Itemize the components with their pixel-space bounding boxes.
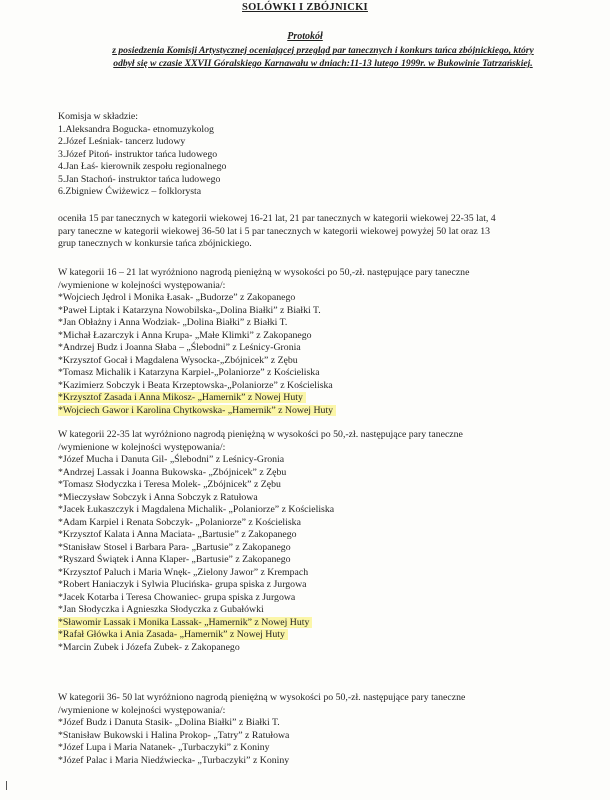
award-entry: [58, 355, 598, 368]
award-entry: [58, 717, 598, 730]
category-intro-line: /wymienione w kolejności występowania/:: [58, 279, 226, 291]
award-entry: [58, 579, 598, 592]
category-intro-line: W kategorii 16 – 21 lat wyróżniono nagrodą pieniężną w wysokości po 50,-zł. następujące pary taneczne: [58, 267, 470, 278]
award-entry: [58, 467, 598, 480]
commission-member: 3.Józef Pitoń- instruktor tańca ludowego: [58, 148, 218, 160]
award-entry-text: *Józef Lupa i Maria Natanek- „Turbaczyki” z Koniny: [58, 742, 270, 753]
award-entry-text: *Ryszard Świątek i Anna Klaper- „Bartusie” z Zakopanego: [58, 554, 291, 565]
award-entry-text: *Wojciech Gawor i Karolina Chytkowska- „Hamernik” z Nowej Huty: [58, 405, 336, 416]
award-entry: [58, 742, 598, 755]
commission-heading: Komisja w składzie:: [58, 111, 138, 122]
award-entry: [58, 342, 598, 355]
award-entry: [58, 405, 598, 418]
award-entry-text: *Krzysztof Kalata i Anna Maciata- „Bartusie” z Zakopanego: [58, 529, 297, 540]
award-entry-text: *Józef Mucha i Danuta Gil- „Ślebodni” z Leśnicy-Gronia: [58, 454, 285, 465]
award-entry: [58, 454, 598, 467]
award-entry-text: *Józef Budz i Danuta Stasik- „Dolina Białki” z Białki T.: [58, 717, 280, 728]
award-entry-text: *Paweł Liptak i Katarzyna Nowobilska-„Dolina Białki” z Białki T.: [58, 304, 321, 316]
award-entry-text: *Marcin Zubek i Józefa Zubek- z Zakopanego: [58, 641, 240, 653]
award-entry-text: *Robert Haniaczyk i Sylwia Plucińska- grupa spiska z Jurgowa: [58, 579, 307, 590]
summary-line: grup tanecznych w konkursie tańca zbójnickiego.: [58, 238, 252, 249]
award-entry-text: *Tomasz Słodyczka i Teresa Molek- „Zbójnicek” z Zębu: [58, 479, 281, 490]
category-36-50: [58, 692, 598, 767]
award-entry: [58, 730, 598, 743]
award-entry-text: *Kazimierz Sobczyk i Beata Krzeptowska-„Polaniorze” z Kościeliska: [58, 379, 333, 391]
award-entry: [58, 292, 598, 305]
protocol-heading: Protokół: [287, 31, 323, 42]
award-entry: [58, 617, 598, 630]
award-entry-text: *Sławomir Lassak i Monika Lassak- „Hamernik” z Nowej Huty: [58, 617, 312, 628]
award-entry-text: *Adam Karpiel i Renata Sobczyk- „Polaniorze” z Kościeliska: [58, 516, 301, 528]
commission-member: 5.Jan Stachoń- instruktor tańca ludowego: [58, 173, 221, 185]
award-entry-text: *Stanisław Bukowski i Halina Prokop- „Tatry” z Ratułowa: [58, 729, 290, 741]
category-intro-line: /wymienione w kolejności występowania/:: [58, 441, 226, 453]
margin-mark: [6, 781, 7, 790]
award-entry: [58, 517, 598, 530]
award-entry-text: *Andrzej Lassak i Joanna Bukowska- „Zbójnicek” z Zębu: [58, 466, 287, 478]
award-entry: [58, 529, 598, 542]
award-entry-text: *Jacek Łukaszczyk i Magdalena Michalik- „Polaniorze” z Kościeliska: [58, 504, 335, 515]
award-entry-text: *Andrzej Budz i Joanna Słaba – „Ślebodni” z Leśnicy-Gronia: [58, 342, 301, 353]
award-entry-text: *Rafał Główka i Ania Zasada- „Hamernik” z Nowej Huty: [58, 629, 288, 640]
award-entry-text: *Jan Słodyczka i Agnieszka Słodyczka z Gubałówki: [58, 604, 264, 615]
category-intro-line: W kategorii 22-35 lat wyróżniono nagrodą pieniężną w wysokości po 50,-zł. następujące pary taneczne: [58, 429, 463, 440]
commission-section: [58, 111, 598, 199]
commission-member: 2.Józef Leśniak- tancerz ludowy: [58, 136, 186, 147]
award-entry-text: *Krzysztof Zasada i Anna Mikosz- „Hamernik” z Nowej Huty: [58, 392, 306, 403]
award-entry: [58, 367, 598, 380]
subtitle-line: z posiedzenia Komisji Artystycznej oceniającej przegląd par tanecznych i konkurs tańca zbójnickiego, który: [112, 45, 534, 56]
commission-member: 6.Zbigniew Ćwiżewicz – folklorysta: [58, 186, 202, 197]
category-22-35: [58, 429, 598, 654]
document-title: SOLÓWKI I ZBÓJNICKI: [242, 2, 368, 13]
commission-member: 4.Jan Łaś- kierownik zespołu regionalnego: [58, 161, 227, 172]
award-entry: [58, 629, 598, 642]
award-entry: [58, 504, 598, 517]
award-entry-text: *Jacek Kotarba i Teresa Chowaniec- grupa spiska z Jurgowa: [58, 591, 296, 603]
summary-line: pary taneczne w kategorii wiekowej 36-50 lat i 5 par tanecznych w kategorii wiekowej powyżej 50 lat oraz 13: [58, 225, 490, 237]
award-entry: [58, 755, 598, 768]
summary-line: oceniła 15 par tanecznych w kategorii wiekowej 16-21 lat, 21 par tanecznych w kategorii wiekowej 22-35 lat, 4: [58, 213, 496, 224]
protocol-subtitle: [58, 44, 588, 70]
subtitle-line: odbył się w czasie XXVII Góralskiego Karnawału w dniach:11-13 lutego 1999r. w Bukowinie Tatrzańskiej.: [113, 58, 533, 69]
category-intro-line: /wymienione w kolejności występowania/:: [58, 704, 226, 716]
award-entry: [58, 479, 598, 492]
award-entry: [58, 305, 598, 318]
award-entry: [58, 567, 598, 580]
award-entry-text: *Mieczysław Sobczyk i Anna Sobczyk z Ratułowa: [58, 491, 258, 503]
award-entry-text: *Michał Łazarczyk i Anna Krupa- „Małe Klimki” z Zakopanego: [58, 329, 312, 341]
award-entry: [58, 542, 598, 555]
award-entry-text: *Józef Palac i Maria Niedźwiecka- „Turbaczyki” z Koniny: [58, 754, 290, 766]
award-entry: [58, 317, 598, 330]
award-entry-text: *Wojciech Jędrol i Monika Łasak- „Budorze” z Zakopanego: [58, 292, 296, 303]
award-entry-text: *Stanisław Stosel i Barbara Para- „Bartusie” z Zakopanego: [58, 541, 291, 553]
award-entry-text: *Krzysztof Paluch i Maria Wnęk- „Zielony Jawor” z Krempach: [58, 566, 309, 578]
summary-paragraph: [58, 213, 598, 251]
award-entry: [58, 604, 598, 617]
award-entry: [58, 492, 598, 505]
award-entry: [58, 330, 598, 343]
award-entry: [58, 642, 598, 655]
award-entry-text: *Jan Obłażny i Anna Wodziak- „Dolina Białki” z Białki T.: [58, 317, 288, 328]
award-entry: [58, 554, 598, 567]
award-entry-text: *Krzysztof Gocał i Magdalena Wysocka-„Zbójnicek” z Zębu: [58, 354, 298, 366]
award-entry-text: *Tomasz Michalik i Katarzyna Karpiel-„Polaniorze” z Kościeliska: [58, 367, 320, 378]
category-intro-line: W kategorii 36- 50 lat wyróżniono nagrodą pieniężną w wysokości po 50,-zł. następujące pary taneczne: [58, 692, 466, 703]
category-16-21: [58, 267, 598, 417]
award-entry: [58, 392, 598, 405]
commission-member: 1.Aleksandra Bogucka- etnomuzykolog: [58, 123, 214, 135]
award-entry: [58, 592, 598, 605]
award-entry: [58, 380, 598, 393]
